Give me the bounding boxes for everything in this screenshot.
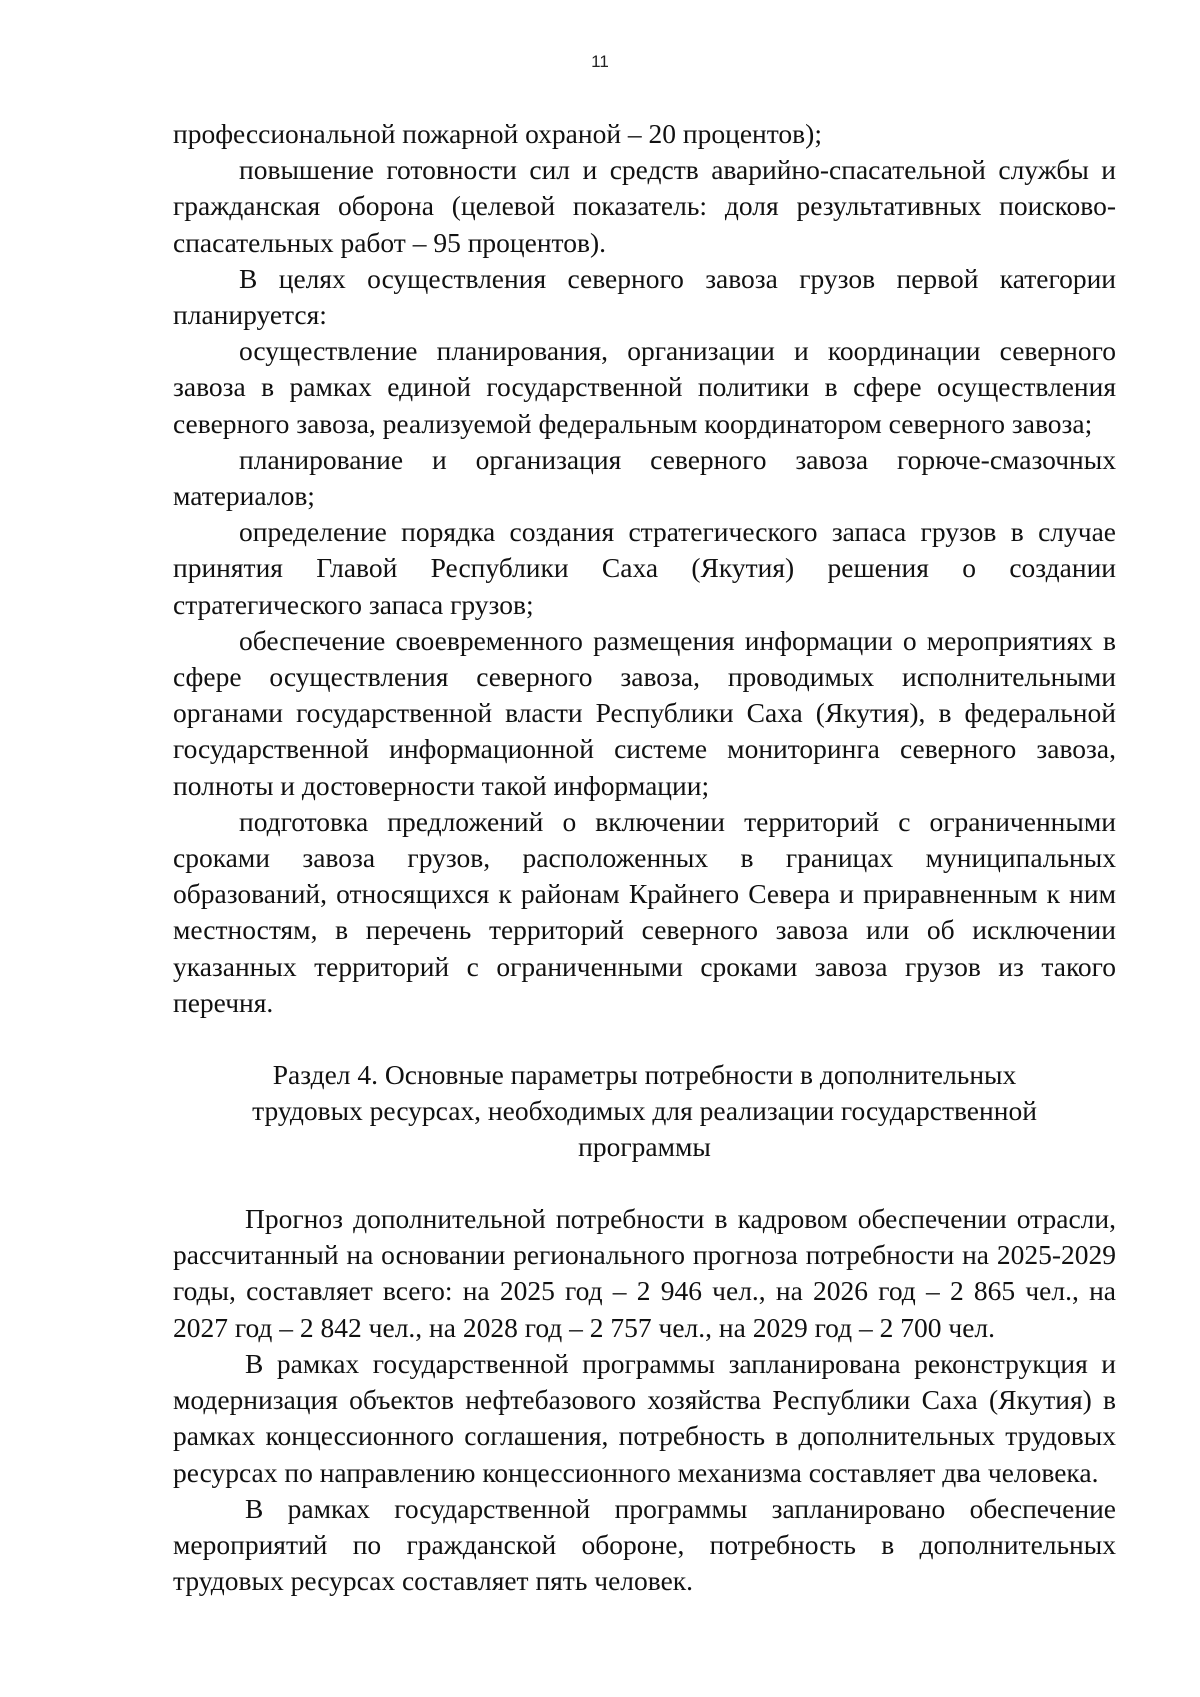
paragraph: повышение готовности сил и средств аварийно-спасательной службы и гражданская оборона (целевой показатель: доля результативных поисково-спасательных работ – 95 процентов). xyxy=(173,154,1116,258)
paragraph: В целях осуществления северного завоза грузов первой категории планируется: xyxy=(173,262,1116,331)
spacer xyxy=(173,1021,1116,1057)
paragraph: Прогноз дополнительной потребности в кадровом обеспечении отрасли, рассчитанный на основании регионального прогноза потребности на 2025-2029 годы, составляет всего: на 2025 год – 2 946 чел., на 2026 год – 2 865 чел., на 2027 год – 2 842 чел., на 2028 год – 2 757 чел., на 2029 год – 2 700 чел. xyxy=(173,1203,1116,1343)
paragraph: планирование и организация северного завоза горюче-смазочных материалов; xyxy=(173,443,1116,512)
document-body xyxy=(173,116,1116,1599)
paragraph: В рамках государственной программы запланировано обеспечение мероприятий по гражданской обороне, потребность в дополнительных трудовых ресурсах составляет пять человек. xyxy=(173,1492,1116,1597)
page-number: 11 xyxy=(591,52,609,71)
paragraph: осуществление планирования, организации и координации северного завоза в рамках единой государственной политики в сфере осуществления северного завоза, реализуемой федеральным координатором северного завоза; xyxy=(173,335,1116,439)
spacer xyxy=(173,1165,1116,1201)
section-heading: Раздел 4. Основные параметры потребности в дополнительных трудовых ресурсах, необходимых для реализации государственной программы xyxy=(252,1059,1037,1163)
paragraph: подготовка предложений о включении территорий с ограниченными сроками завоза грузов, расположенных в границах муниципальных образований, относящихся к районам Крайнего Севера и приравненным к ним местностям, в перечень территорий северного завоза или об исключении указанных территорий с ограниченными сроками завоза грузов из такого перечня. xyxy=(173,805,1116,1018)
paragraph: определение порядка создания стратегического запаса грузов в случае принятия Главой Республики Саха (Якутия) решения о создании стратегического запаса грузов; xyxy=(173,516,1116,620)
paragraph: В рамках государственной программы запланирована реконструкция и модернизация объектов нефтебазового хозяйства Республики Саха (Якутия) в рамках концессионного соглашения, потребность в дополнительных трудовых ресурсах по направлению концессионного механизма составляет два человека. xyxy=(173,1347,1116,1488)
paragraph: обеспечение своевременного размещения информации о мероприятиях в сфере осуществления северного завоза, проводимых исполнительными органами государственной власти Республики Саха (Якутия), в федеральной государственной информационной системе мониторинга северного завоза, полноты и достоверности такой информации; xyxy=(173,624,1116,801)
paragraph: профессиональной пожарной охраной – 20 процентов); xyxy=(173,118,822,149)
